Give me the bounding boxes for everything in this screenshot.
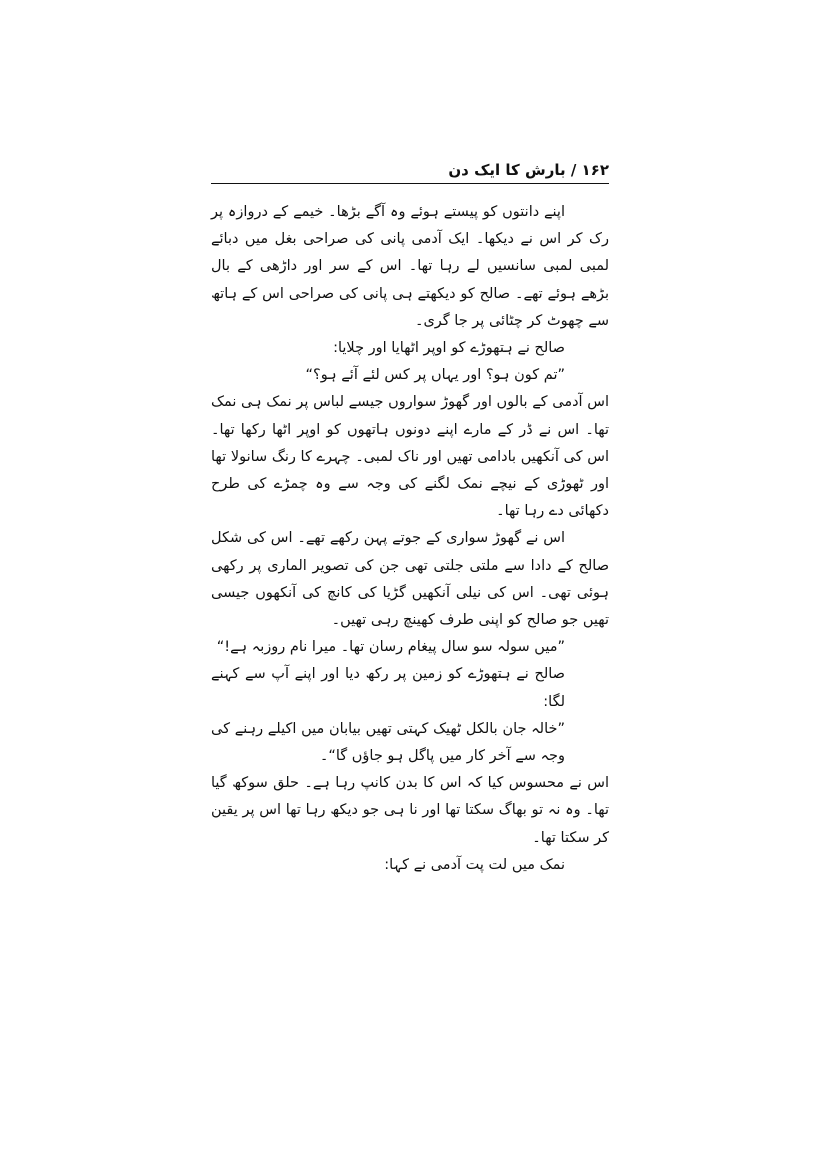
paragraph-10: نمک میں لت پت آدمی نے کہا: (384, 856, 565, 873)
body-text (211, 199, 609, 879)
paragraph-3: ”تم کون ہو؟ اور یہاں پر کس لئے آئے ہو؟“ (305, 367, 565, 384)
header-rule (211, 183, 609, 184)
paragraph-2: صالح نے ہتھوڑے کو اوپر اٹھایا اور چلایا: (333, 340, 565, 357)
paragraph-6: ”میں سولہ سو سال پیغام رسان تھا۔ میرا نام روزبہ ہے!“ (216, 639, 565, 656)
paragraph-8: ”خالہ جان بالکل ٹھیک کہتی تھیں بیابان میں اکیلے رہنے کی وجہ سے آخر کار میں پاگل ہو جاؤں گا“۔ (211, 720, 565, 765)
paragraph-1: اپنے دانتوں کو پیستے ہوئے وہ آگے بڑھا۔ خیمے کے دروازہ پر رک کر اس نے دیکھا۔ ایک آدمی پانی کی صراحی بغل میں دبائے لمبی لمبی سانسیں لے رہا تھا۔ اس کے سر اور داڑھی کے بال بڑھے ہوئے تھے۔ صالح کو دیکھتے ہی پانی کی صراحی اس کے ہاتھ سے چھوٹ کر چٹائی پر جا گری۔ (211, 204, 609, 329)
paragraph-4: اس آدمی کے بالوں اور گھوڑ سواروں جیسے لباس پر نمک ہی نمک تھا۔ اس نے ڈر کے مارے اپنے دونوں ہاتھوں کو اوپر اٹھا رکھا تھا۔ اس کی آنکھیں بادامی تھیں اور ناک لمبی۔ چہرے کا رنگ سانولا تھا اور ٹھوڑی کے نیچے نمک لگنے کی وجہ سے وہ چمڑے کی طرح دکھائی دے رہا تھا۔ (211, 394, 609, 520)
running-header: ۱۶۲ / بارش کا ایک دن (448, 161, 609, 179)
paragraph-9: اس نے محسوس کیا کہ اس کا بدن کانپ رہا ہے۔ حلق سوکھ گیا تھا۔ وہ نہ تو بھاگ سکتا تھا اور نا ہی جو دیکھ رہا تھا اس پر یقین کر سکتا تھا۔ (211, 775, 609, 846)
paragraph-5: اس نے گھوڑ سواری کے جوتے پہن رکھے تھے۔ اس کی شکل صالح کے دادا سے ملتی جلتی تھی جن کی تصویر الماری پر رکھی ہوئی تھی۔ اس کی نیلی آنکھیں گڑیا کی کانچ کی آنکھوں جیسی تھیں جو صالح کو اپنی طرف کھینچ رہی تھیں۔ (211, 530, 609, 629)
paragraph-7: صالح نے ہتھوڑے کو زمین پر رکھ دیا اور اپنے آپ سے کہنے لگا: (211, 666, 565, 710)
